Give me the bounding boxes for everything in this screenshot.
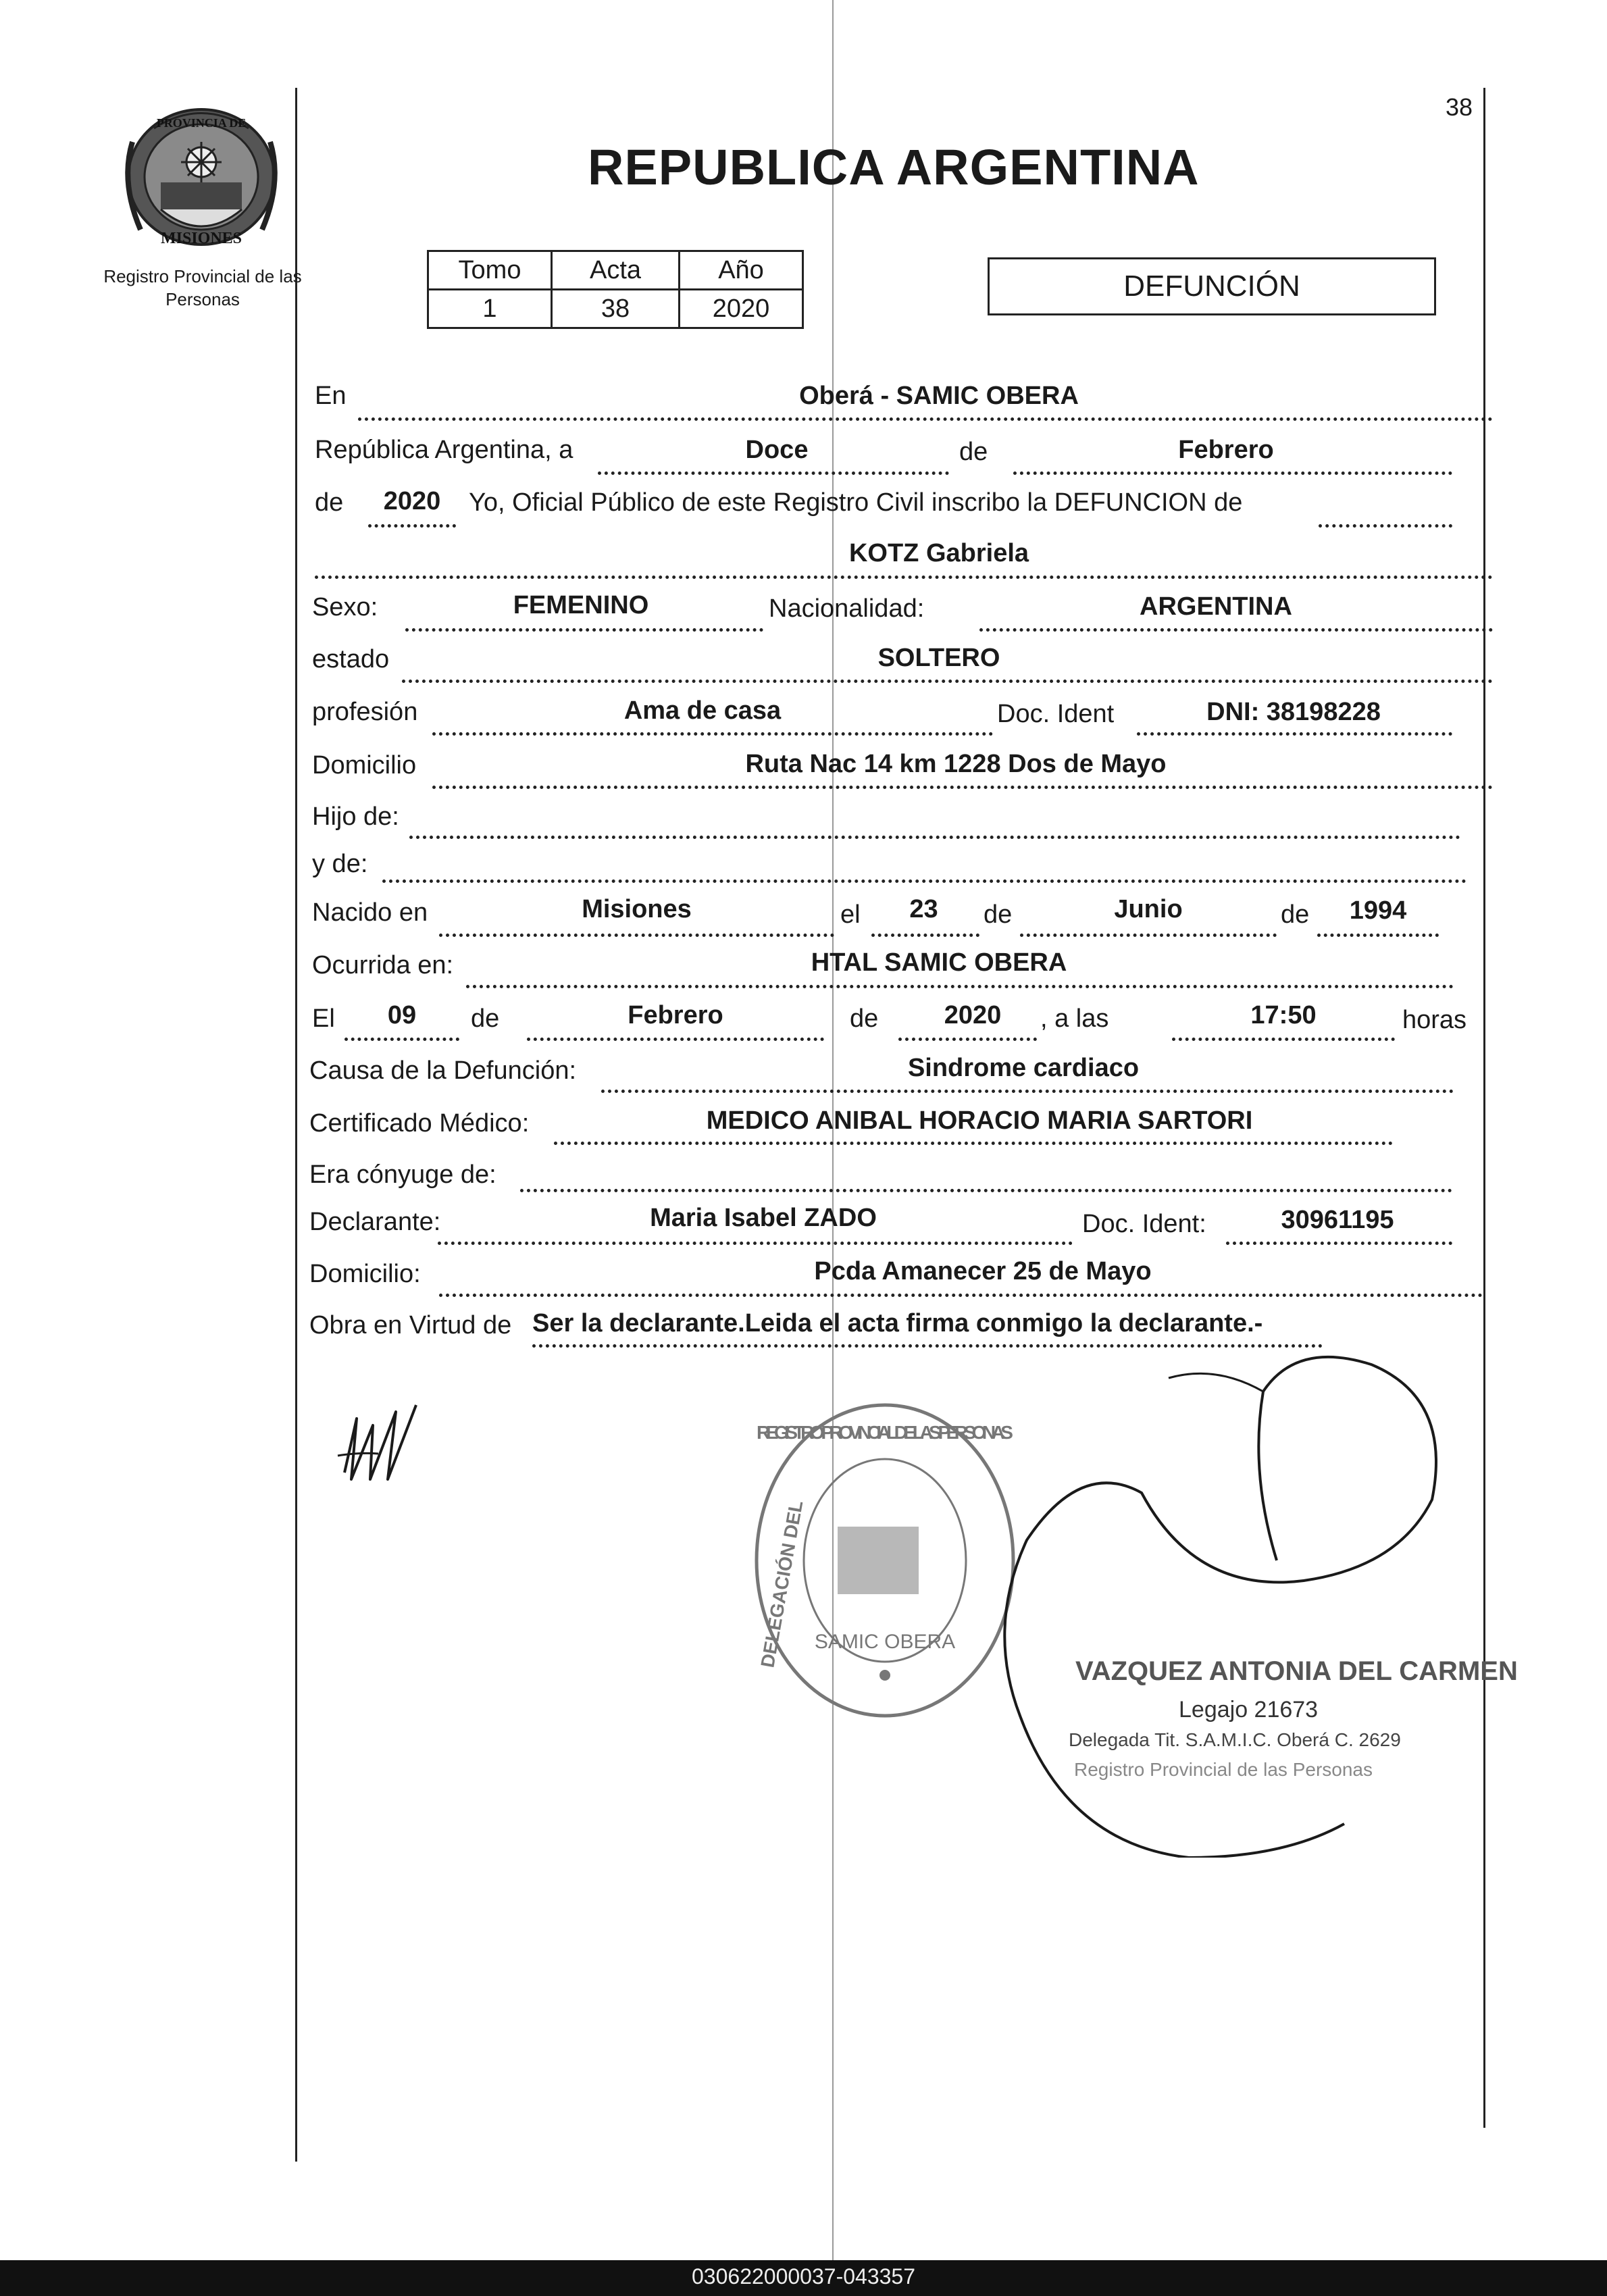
- month-value: Febrero: [1178, 436, 1274, 464]
- official-cargo: Delegada Tit. S.A.M.I.C. Oberá C. 2629: [1069, 1729, 1401, 1750]
- tomo-value: 1: [428, 290, 552, 328]
- doc-ident-dotted-line: [1137, 732, 1452, 736]
- tomo-header: Tomo: [428, 251, 552, 290]
- el-label-2: El: [312, 1004, 335, 1033]
- decl-doc-label: Doc. Ident:: [1082, 1210, 1206, 1238]
- stamp-inner-text: SAMIC OBERA: [814, 1631, 956, 1653]
- seal-text-top: PROVINCIA DE: [156, 116, 247, 130]
- domicilio-label: Domicilio: [312, 751, 417, 780]
- left-margin-line: [295, 88, 297, 2162]
- de-label-4: de: [1281, 900, 1310, 929]
- causa-dotted-line: [601, 1090, 1454, 1093]
- nacido-dotted-line: [439, 934, 834, 937]
- estado-value: SOLTERO: [877, 644, 1000, 672]
- acta-value: 38: [552, 290, 680, 328]
- de-label-5: de: [471, 1004, 500, 1033]
- official-legajo: Legajo 21673: [1179, 1697, 1319, 1723]
- death-time-dotted-line: [1172, 1038, 1395, 1041]
- provincial-seal-logo: [113, 101, 289, 257]
- declarante-value: Maria Isabel ZADO: [650, 1204, 877, 1232]
- alas-label: , a las: [1040, 1004, 1109, 1033]
- document-type-box: DEFUNCIÓN: [988, 257, 1436, 315]
- acta-header: Acta: [552, 251, 680, 290]
- ocurrida-label: Ocurrida en:: [312, 951, 454, 979]
- obra-value: Ser la declarante.Leida el acta firma conmigo la declarante.-: [532, 1309, 1263, 1337]
- doc-ident-label: Doc. Ident: [997, 700, 1115, 728]
- de-label-6: de: [850, 1004, 879, 1033]
- de-label: de: [959, 438, 988, 466]
- anio-header: Año: [680, 251, 803, 290]
- certificado-label: Certificado Médico:: [309, 1109, 530, 1138]
- death-time-value: 17:50: [1250, 1001, 1317, 1029]
- doc-ident-value: DNI: 38198228: [1206, 698, 1381, 726]
- registry-label: Registro Provincial de las Personas: [103, 266, 302, 309]
- hijo-label: Hijo de:: [312, 802, 399, 831]
- ocurrida-dotted-line: [466, 985, 1454, 988]
- death-month-value: Febrero: [628, 1001, 723, 1029]
- death-day-dotted-line: [345, 1038, 459, 1041]
- causa-label: Causa de la Defunción:: [309, 1056, 577, 1085]
- decl-domicilio-label: Domicilio:: [309, 1260, 421, 1288]
- hijo-dotted-line: [409, 836, 1460, 839]
- statement-text: Yo, Oficial Público de este Registro Civil inscribo la DEFUNCION de: [469, 488, 1243, 517]
- stamp-ring-text-top: REGISTRO PROVINCIAL DE LAS PERSONAS: [757, 1422, 1013, 1443]
- domicilio-value: Ruta Nac 14 km 1228 Dos de Mayo: [745, 750, 1167, 778]
- footer-document-code: 030622000037-043357: [692, 2264, 915, 2289]
- declarant-signature-image: [331, 1378, 426, 1489]
- profesion-value: Ama de casa: [623, 696, 782, 725]
- profesion-dotted-line: [432, 732, 993, 736]
- de-label-3: de: [984, 900, 1013, 929]
- en-dotted-line: [358, 417, 1493, 421]
- page-title: REPUBLICA ARGENTINA: [588, 139, 1200, 195]
- nacionalidad-value: ARGENTINA: [1140, 592, 1292, 621]
- yde-dotted-line: [382, 879, 1466, 883]
- certificado-value: MEDICO ANIBAL HORACIO MARIA SARTORI: [706, 1106, 1253, 1135]
- en-value: Oberá - SAMIC OBERA: [799, 382, 1079, 410]
- conyuge-dotted-line: [520, 1189, 1452, 1192]
- death-year-dotted-line: [898, 1038, 1037, 1041]
- obra-label: Obra en Virtud de: [309, 1311, 512, 1340]
- domicilio-dotted-line: [432, 786, 1493, 789]
- profesion-label: profesión: [312, 698, 418, 726]
- causa-value: Sindrome cardiaco: [907, 1054, 1140, 1082]
- anio-value: 2020: [680, 290, 803, 328]
- nacionalidad-dotted-line: [979, 628, 1493, 632]
- right-margin-line: [1483, 88, 1485, 2128]
- year-dotted-line: [368, 524, 456, 528]
- republica-label: República Argentina, a: [315, 436, 573, 464]
- year-value: 2020: [383, 487, 441, 515]
- death-month-dotted-line: [527, 1038, 824, 1041]
- estado-dotted-line: [402, 680, 1493, 683]
- birth-month-dotted-line: [1020, 934, 1277, 937]
- table-value-row: [428, 290, 803, 328]
- official-round-stamp: [736, 1385, 1034, 1739]
- name-dotted-line: [315, 576, 1493, 579]
- decl-domicilio-value: Pcda Amanecer 25 de Mayo: [814, 1257, 1152, 1285]
- seal-text-bottom: MISIONES: [160, 230, 243, 247]
- stamp-ring-text-left: DELEGACIÓN DEL: [757, 1498, 807, 1670]
- birth-month-value: Junio: [1114, 895, 1183, 923]
- official-signature-image: [993, 1337, 1479, 1861]
- official-registro: Registro Provincial de las Personas: [1074, 1759, 1373, 1780]
- birth-day-value: 23: [909, 895, 938, 923]
- fold-line: [832, 0, 834, 2296]
- death-year-value: 2020: [944, 1001, 1002, 1029]
- horas-label: horas: [1402, 1006, 1467, 1034]
- day-words-value: Doce: [745, 436, 809, 464]
- decl-domicilio-dotted-line: [439, 1294, 1483, 1297]
- conyuge-label: Era cónyuge de:: [309, 1160, 496, 1189]
- de-label-2: de: [315, 488, 344, 517]
- nacido-label: Nacido en: [312, 898, 428, 927]
- month-dotted-line: [1013, 471, 1452, 475]
- declarante-dotted-line: [438, 1242, 1073, 1245]
- deceased-name: KOTZ Gabriela: [848, 539, 1029, 567]
- page-number: 38: [1446, 93, 1473, 121]
- birth-year-value: 1994: [1349, 896, 1407, 925]
- birth-day-dotted-line: [871, 934, 979, 937]
- el-label: el: [840, 900, 861, 929]
- death-day-value: 09: [387, 1001, 417, 1029]
- estado-label: estado: [312, 645, 390, 673]
- certificado-dotted-line: [554, 1142, 1393, 1145]
- statement-dotted-line: [1319, 524, 1452, 528]
- yde-label: y de:: [312, 850, 368, 878]
- declarante-label: Declarante:: [309, 1208, 441, 1236]
- nacido-value: Misiones: [582, 895, 692, 923]
- sexo-label: Sexo:: [312, 593, 378, 621]
- sexo-value: FEMENINO: [513, 591, 649, 619]
- en-label: En: [315, 382, 347, 410]
- birth-year-dotted-line: [1317, 934, 1439, 937]
- nacionalidad-label: Nacionalidad:: [769, 594, 925, 623]
- table-header-row: [428, 251, 803, 290]
- record-reference-table: [427, 250, 804, 329]
- day-dotted-line: [598, 471, 949, 475]
- decl-doc-dotted-line: [1226, 1242, 1452, 1245]
- decl-doc-value: 30961195: [1281, 1206, 1394, 1234]
- official-name: VAZQUEZ ANTONIA DEL CARMEN: [1075, 1656, 1518, 1686]
- ocurrida-value: HTAL SAMIC OBERA: [811, 948, 1067, 977]
- sexo-dotted-line: [405, 628, 763, 632]
